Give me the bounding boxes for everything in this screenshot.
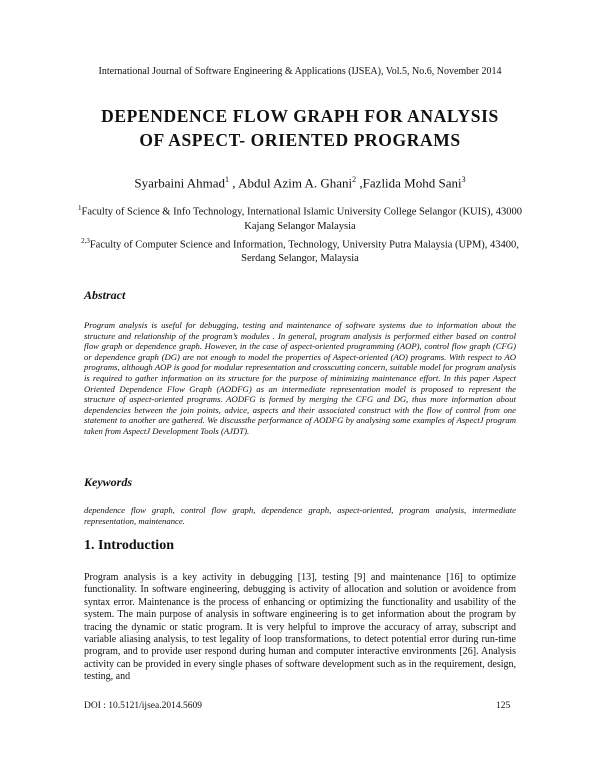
page-number: 125 [496, 701, 511, 711]
author-3-affil-mark: 3 [461, 175, 466, 184]
abstract-text: Program analysis is useful for debugging, testing and maintenance of software systems due to information about the structure and relationship of the program’s modules . In general, program analysis is performed either based on control flow graph or dependence graph. However, in the case of aspect-oriented programming (AOP), control flow graph (CFG) or dependence graph (DG) are not enough to model the properties of Aspect-oriented (AO) programs. With respect to AO programs, although AOP is good for modular representation and crosscutting concern, suitable model for program analysis is required to gather information on its structure for the purpose of minimizing maintenance effort. In this paper Aspect Oriented Dependence Flow Graph (AODFG) as an intermediate representation model is proposed to represent the structure of aspect-oriented programs. AODFG is formed by merging the CFG and DG, thus more information about dependencies between the join points, advice, aspects and their associated construct with the flow of control from one statement to another are gathered. We discussthe performance of AODFG by analysing some examples of AspectJ program taken from AspectJ Development Tools (AJDT). [84, 320, 516, 436]
abstract-heading: Abstract [84, 288, 126, 302]
journal-header: International Journal of Software Engineering & Applications (IJSEA), Vol.5, No.6, November 2014 [98, 66, 502, 77]
footer-doi: DOI : 10.5121/ijsea.2014.5609 [84, 701, 202, 711]
title-line-2: OF ASPECT- ORIENTED PROGRAMS [139, 130, 461, 150]
affiliation-2-text: Faculty of Computer Science and Information, Technology, University Putra Malaysia (UPM), 43400, Serdang Selangor, Malaysia [89, 239, 519, 264]
introduction-heading: 1. Introduction [84, 538, 174, 553]
affiliations [70, 201, 530, 266]
affiliation-2-mark: 2,3 [81, 236, 90, 245]
keywords-heading: Keywords [84, 475, 132, 489]
author-1-affil-mark: 1 [225, 175, 230, 184]
introduction-text: Program analysis is a key activity in debugging [13], testing [9] and maintenance [16] to optimize functionality. In software engineering, debugging is activity of allocation and solution or avoidence from syntax error. Maintenance is the process of enhancing or optimizing the functionality and usability of the system. The main purpose of analysis in software engineering is to get information about the program by tracing the dynamic or static program. It is very helpful to improve the accuracy of array, subscript and variable aliasing analysis, to test legality of loop transformations, to detect potential error during run-time program, and to provide user respond during human and computer interactive environments [26]. Analysis activity can be provided in every single phases of software development such as in the requirement, design, testing, and [84, 572, 516, 683]
paper-title [40, 104, 560, 152]
author-1: Syarbaini Ahmad [134, 175, 226, 191]
author-list [0, 172, 600, 191]
title-line-1: DEPENDENCE FLOW GRAPH FOR ANALYSIS [101, 106, 499, 126]
affiliation-2 [70, 234, 530, 267]
keywords-text: dependence flow graph, control flow graph, dependence graph, aspect-oriented, program analysis, intermediate representation, maintenance. [84, 505, 516, 526]
affiliation-1 [70, 201, 530, 234]
affiliation-1-text: Faculty of Science & Info Technology, International Islamic University College Selangor (KUIS), 43000 Kajang Selangor Malaysia [81, 206, 522, 232]
author-3: ,Fazlida Mohd Sani [356, 175, 462, 191]
author-2: , Abdul Azim A. Ghani [229, 175, 353, 191]
affiliation-1-mark: 1 [78, 204, 82, 212]
author-2-affil-mark: 2 [352, 175, 357, 184]
